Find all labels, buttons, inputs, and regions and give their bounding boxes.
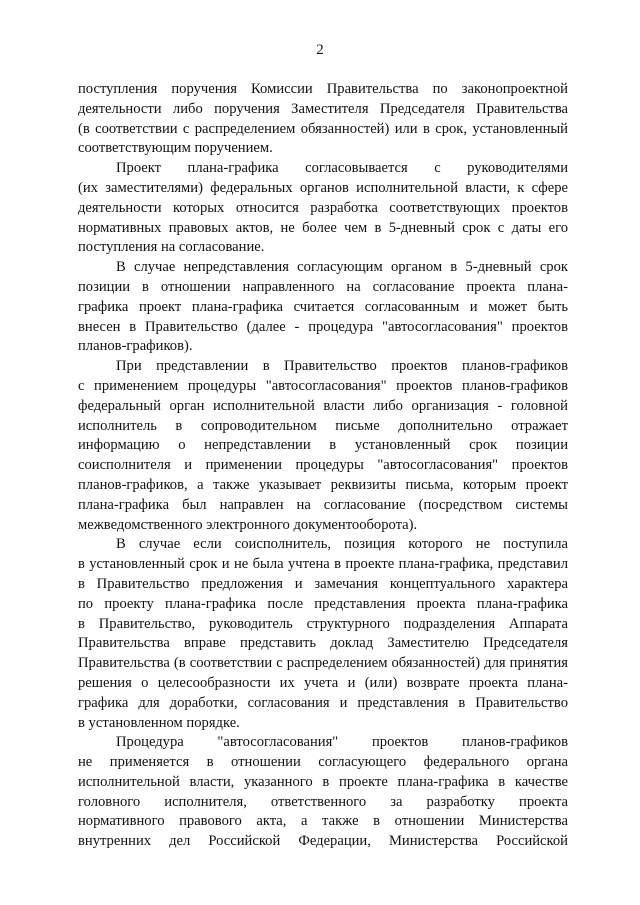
text-line: нормативных правовых актов, не более чем в 5-дневный срок с даты его <box>78 219 568 236</box>
document-body <box>78 80 568 852</box>
paragraph <box>78 258 568 357</box>
text-line: информацию о непредставлении в установленный срок позиции <box>78 437 568 454</box>
text-line: деятельности которых относится разработка соответствующих проектов <box>78 199 568 216</box>
text-line: с применением процедуры "автосогласования" проектов планов-графиков <box>78 377 568 394</box>
text-line: плана-графика был направлен на согласование (посредством системы <box>78 496 568 513</box>
paragraph <box>78 535 568 733</box>
text-line: деятельности либо поручения Заместителя Председателя Правительства <box>78 100 568 117</box>
text-line: в установленном порядке. <box>78 714 240 731</box>
text-line: внутренних дел Российской Федерации, Министерства Российской <box>78 833 568 850</box>
text-line: соисполнителя и применении процедуры "автосогласования" проектов <box>78 457 568 474</box>
text-line: решения о целесообразности их учета и (или) возврате проекта плана- <box>78 674 568 691</box>
text-line: Правительства (в соответствии с распределением обязанностей) для принятия <box>78 655 568 672</box>
text-line: графика проект плана-графика считается согласованным и может быть <box>78 298 568 315</box>
text-line: (их заместителями) федеральных органов исполнительной власти, к сфере <box>78 179 568 196</box>
text-line: нормативного правового акта, а также в отношении Министерства <box>78 813 568 830</box>
text-line: планов-графиков, а также указывает реквизиты письма, которым проект <box>78 476 568 493</box>
text-line: по проекту плана-графика после представления проекта плана-графика <box>78 595 568 612</box>
text-line: графика для доработки, согласования и представления в Правительство <box>78 694 568 711</box>
paragraph <box>78 733 568 852</box>
text-line: В случае если соисполнитель, позиция которого не поступила <box>116 536 568 553</box>
paragraph <box>78 357 568 535</box>
text-line: соответствующим поручением. <box>78 140 273 157</box>
text-line: внесен в Правительство (далее - процедура "автосогласования" проектов <box>78 318 568 335</box>
text-line: в Правительство предложения и замечания концептуального характера <box>78 575 568 592</box>
text-line: межведомственного электронного документооборота). <box>78 516 418 533</box>
text-line: Правительства вправе представить доклад Заместителю Председателя <box>78 635 568 652</box>
text-line: В случае непредставления согласующим органом в 5-дневный срок <box>116 259 568 276</box>
text-line: в установленный срок и не была учтена в проекте плана-графика, представил <box>78 556 568 573</box>
paragraph <box>78 159 568 258</box>
text-line: Процедура "автосогласования" проектов планов-графиков <box>116 734 568 751</box>
text-line: головного исполнителя, ответственного за разработку проекта <box>78 793 568 810</box>
text-line: исполнительной власти, указанного в проекте плана-графика в качестве <box>78 773 568 790</box>
text-line: позиции в отношении направленного на согласование проекта плана- <box>78 278 568 295</box>
page-number: 2 <box>316 42 324 58</box>
text-line: поступления на согласование. <box>78 239 265 256</box>
text-line: Проект плана-графика согласовывается с руководителями <box>116 160 568 177</box>
text-line: (в соответствии с распределением обязанностей) или в срок, установленный <box>78 120 568 137</box>
text-line: поступления поручения Комиссии Правительства по законопроектной <box>78 81 568 97</box>
text-line: планов-графиков). <box>78 338 193 355</box>
text-line: При представлении в Правительство проектов планов-графиков <box>116 358 568 375</box>
text-line: в Правительство, руководитель структурного подразделения Аппарата <box>78 615 568 632</box>
text-line: исполнитель в сопроводительном письме дополнительно отражает <box>78 417 568 434</box>
text-line: федеральный орган исполнительной власти либо организация - головной <box>78 397 568 414</box>
text-line: не применяется в отношении согласующего федерального органа <box>78 754 568 771</box>
paragraph <box>78 80 568 159</box>
